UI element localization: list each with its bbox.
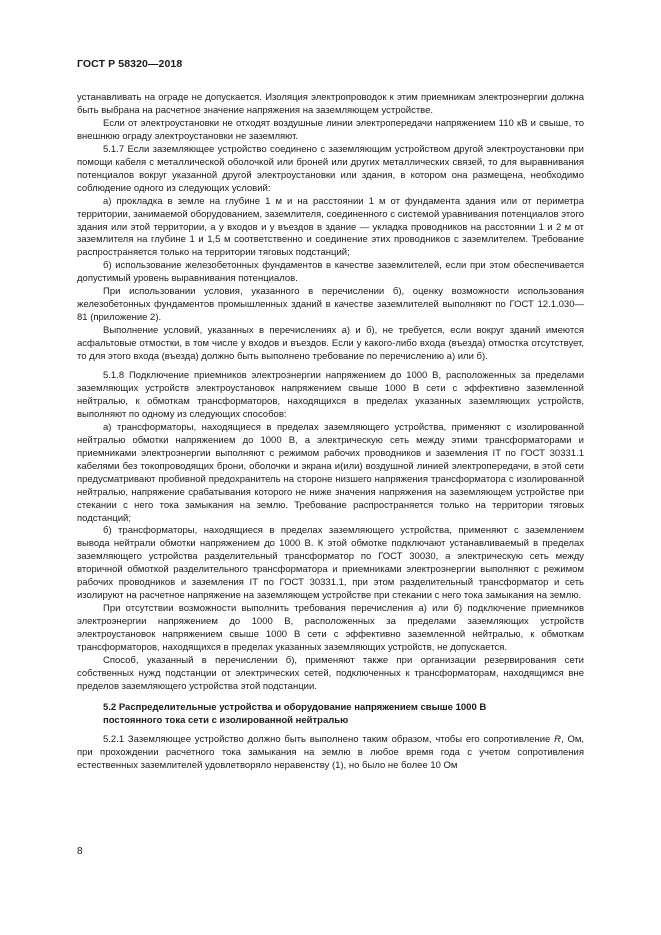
paragraph: устанавливать на ограде не допускается. Изоляция электропроводок к этим приемникам электроэнергии должна быть выбрана на расчетное значение напряжения на заземляющем устройстве. [77, 92, 584, 116]
clause-text: 5.2.1 Заземляющее устройство должно быть выполнено таким образом, чтобы его сопротивление [103, 733, 551, 745]
paragraph: Выполнение условий, указанных в перечислениях а) и б), не требуется, если вокруг зданий имеются асфальтовые отмостки, в том числе у входов и въездов. Если у какого-либо входа (въезда) отмостка отсутствует, то для этого входа (въезда) должно быть выполнено требование по перечислению а) или б). [77, 325, 584, 363]
list-item-b: б) трансформаторы, находящиеся в пределах заземляющего устройства, применяют с заземлением вывода нейтрали обмотки напряжением до 1000 В. К этой обмотке подключают устанавливаемый в пределах заземляющего устройства разделительный трансформатор по ГОСТ 30030, а электрическую сеть между вторичной обмоткой разделительного трансформатора и приемниками электроэнергии выполняют с режимом рабочих проводников и заземления IT по ГОСТ 30331.1, при этом разделительный трансформатор и сеть изолируют на расчетное напряжение на заземляющем устройстве при стекании с него тока замыкания на землю. [77, 525, 584, 602]
list-item-a: а) трансформаторы, находящиеся в пределах заземляющего устройства, применяют с изолированной нейтралью обмотки напряжением до 1000 В, а электрическую сеть между этими трансформаторами и приемниками электроэнергии выполняют с режимом рабочих проводников и заземления IT по ГОСТ 30331.1 кабелями без токопроводящих брони, оболочки и экрана и(или) воздушной линией электропередачи, в этой сети предусматривают пробивной предохранитель на стороне низшего напряжения трансформатора с изолированной нейтралью, напряжение срабатывания которого не ниже значения напряжения на заземляющем устройстве при стекании с него тока замыкания на землю. Требование распространяется только на территории тяговых подстанций; [77, 421, 584, 524]
list-item-b: б) использование железобетонных фундаментов в качестве заземлителей, если при этом обеспечивается допустимый уровень выравнивания потенциалов. [77, 260, 584, 285]
document-header: ГОСТ Р 58320—2018 [77, 58, 183, 70]
clause-text: , Ом, при прохождении расчетного тока замыкания на землю в любое время года с учетом сопротивления естественных заземлителей удовлетворяло неравенству (1), но было не более 10 Ом [77, 733, 585, 771]
clause-5-1-8: 5.1.8 Подключение приемников электроэнергии напряжением до 1000 В, расположенных за пределами заземляющих устройств электроустановок напряжением свыше 1000 В сети с эффективно заземленной нейтралью, к обмоткам трансформаторов, находящихся в пределах указанных заземляющих устройств, выполняют по одному из следующих способов: [77, 370, 584, 420]
list-item-a: а) прокладка в земле на глубине 1 м и на расстоянии 1 м от фундамента здания или от периметра территории, занимаемой оборудованием, заземлителя, соединенного с системой уравнивания потенциалов этого здания или этой территории, а у входов и у въездов в здание — укладка проводников на расстоянии 1 и 2 м от заземлителя на глубине 1 и 1,5 м соответственно и соединение этих проводников с заземлителем. Требование распространяется только на территории тяговых подстанций; [77, 195, 584, 259]
document-body [77, 92, 584, 773]
section-heading-line: 5.2 Распределительные устройства и оборудование напряжением свыше 1000 В [103, 701, 487, 713]
paragraph: Способ, указанный в перечислении б), применяют также при организации резервирования сети собственных нужд подстанции от электрических сетей, подключенных к трансформаторам, находящимся вне пределов заземляющего устройства этой подстанции. [77, 654, 584, 692]
variable-r: R [554, 733, 561, 745]
clause-5-2-1 [77, 734, 584, 773]
paragraph: При использовании условия, указанного в перечислении б), оценку возможности использования железобетонных фундаментов промышленных зданий в качестве заземлителей выполняют по ГОСТ 12.1.030—81 (приложение 2). [77, 286, 584, 324]
paragraph: Если от электроустановки не отходят воздушные линии электропередачи напряжением 110 кВ и свыше, то внешнюю ограду электроустановки не заземляют. [77, 117, 584, 142]
page-number: 8 [77, 846, 83, 857]
section-heading-line: постоянного тока сети с изолированной нейтралью [103, 714, 349, 726]
clause-5-1-7: 5.1.7 Если заземляющее устройство соединено с заземляющим устройством другой электроустановки при помощи кабеля с металлической оболочкой или броней или других металлических связей, то для выравнивания потенциалов вокруг указанной другой электроустановки или здания, в котором она размещена, необходимо соблюдение одного из следующих условий: [77, 143, 584, 194]
section-heading-5-2 [77, 702, 584, 728]
paragraph: При отсутствии возможности выполнить требования перечисления а) или б) подключение приемников электроэнергии напряжением до 1000 В, расположенных за пределами заземляющих устройств электроустановок напряжением свыше 1000 В сети с эффективно заземленной нейтралью, к обмоткам трансформаторов, находящихся в пределах указанных заземляющих устройств, не допускается. [77, 603, 584, 654]
